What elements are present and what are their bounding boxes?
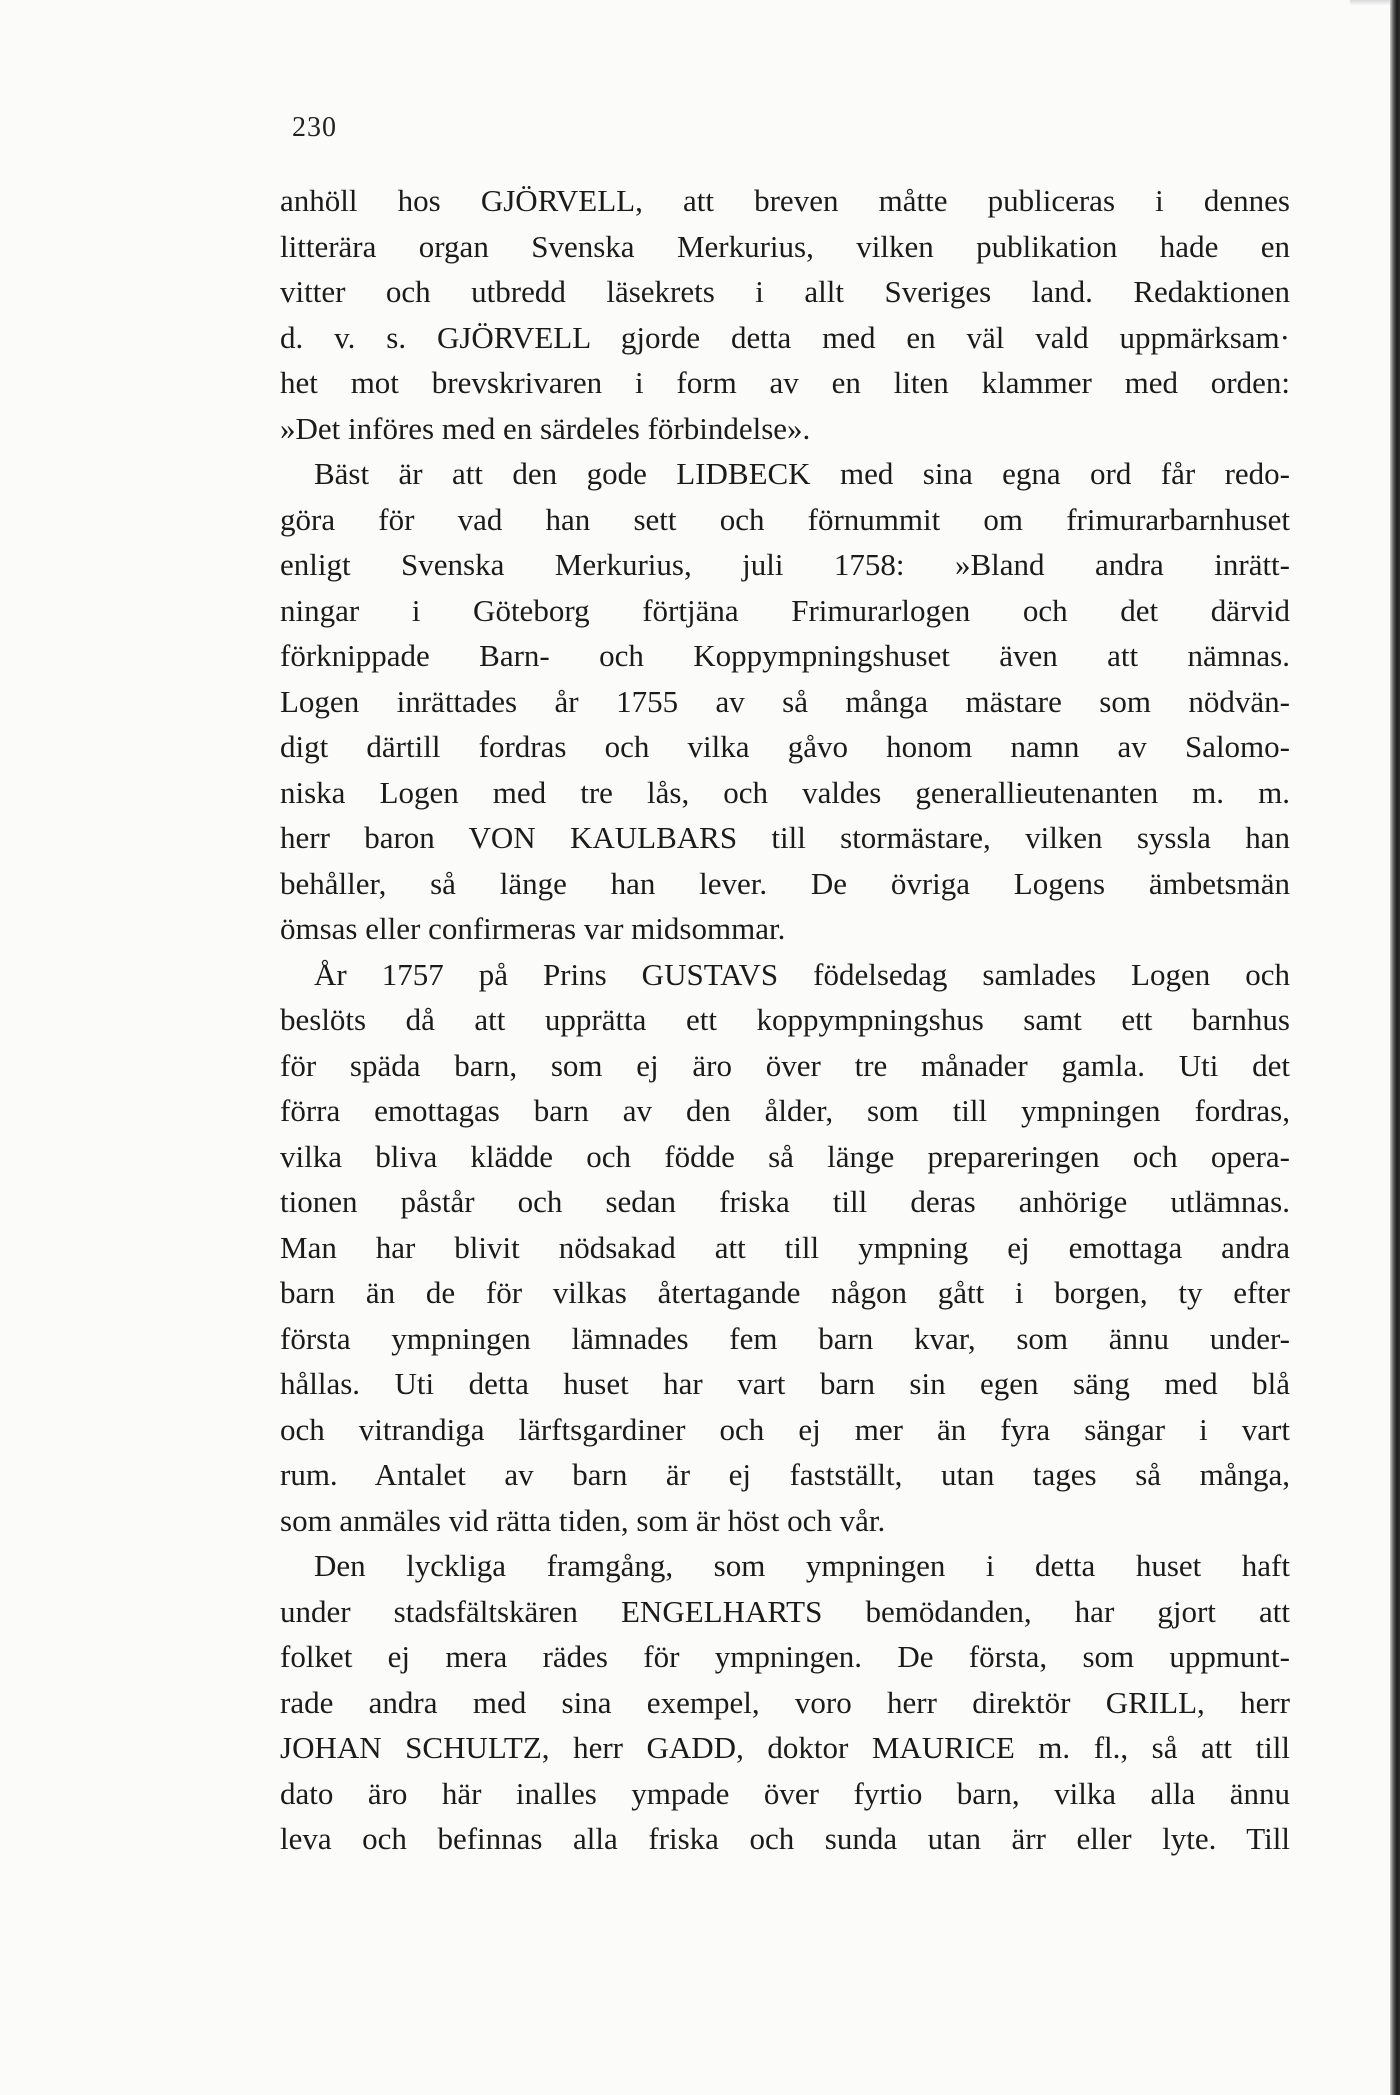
text-line: niska Logen med tre lås, och valdes generallieutenanten m. m. <box>280 774 1290 810</box>
text-line: förknippade Barn- och Koppympningshuset även att nämnas. <box>280 638 1290 673</box>
text-line: och vitrandiga lärftsgardiner och ej mer än fyra sängar i vart <box>280 1411 1290 1447</box>
text-line: dato äro här inalles ympade över fyrtio barn, vilka alla ännu <box>280 1775 1290 1811</box>
text-line: hållas. Uti detta huset har vart barn sin egen säng med blå <box>280 1366 1290 1401</box>
text-line: »Det införes med en särdeles förbindelse». <box>280 410 811 446</box>
text-line: ömsas eller confirmeras var midsommar. <box>280 911 786 946</box>
text-line: anhöll hos GJÖRVELL, att breven måtte publiceras i dennes <box>280 183 1290 218</box>
text-line: Den lyckliga framgång, som ympningen i detta huset haft <box>314 1548 1290 1583</box>
paragraph <box>280 178 1290 451</box>
text-line: vilka bliva klädde och födde så länge prepareringen och opera- <box>280 1138 1290 1174</box>
text-line: År 1757 på Prins GUSTAVS födelsedag samlades Logen och <box>314 956 1290 992</box>
text-line: d. v. s. GJÖRVELL gjorde detta med en väl vald uppmärksam· <box>280 319 1290 355</box>
text-line: folket ej mera rädes för ympningen. De första, som uppmunt- <box>280 1639 1290 1674</box>
text-line: rade andra med sina exempel, voro herr direktör GRILL, herr <box>280 1684 1290 1720</box>
text-line: litterära organ Svenska Merkurius, vilken publikation hade en <box>280 228 1290 264</box>
text-line: som anmäles vid rätta tiden, som är höst och vår. <box>280 1502 886 1538</box>
text-line: ningar i Göteborg förtjäna Frimurarlogen och det därvid <box>280 592 1290 628</box>
text-line: Man har blivit nödsakad att till ympning ej emottaga andra <box>280 1229 1290 1265</box>
text-line: Logen inrättades år 1755 av så många mästare som nödvän- <box>280 683 1290 719</box>
text-line: göra för vad han sett och förnummit om frimurarbarnhuset <box>280 501 1290 537</box>
text-line: het mot brevskrivaren i form av en liten klammer med orden: <box>280 365 1290 400</box>
paragraph <box>280 451 1290 952</box>
text-line: enligt Svenska Merkurius, juli 1758: »Bland andra inrätt- <box>280 547 1290 582</box>
text-line: leva och befinnas alla friska och sunda utan ärr eller lyte. Till <box>280 1821 1290 1856</box>
text-line: Bäst är att den gode LIDBECK med sina egna ord får redo- <box>314 456 1290 491</box>
paragraph <box>280 952 1290 1544</box>
text-line: första ympningen lämnades fem barn kvar, som ännu under- <box>280 1320 1290 1356</box>
text-line: JOHAN SCHULTZ, herr GADD, doktor MAURICE m. fl., så att till <box>280 1730 1290 1765</box>
page-number: 230 <box>292 112 337 143</box>
scan-edge-shadow <box>1390 0 1400 2095</box>
text-line: beslöts då att upprätta ett koppympningshus samt ett barnhus <box>280 1002 1290 1037</box>
text-line: tionen påstår och sedan friska till deras anhörige utlämnas. <box>280 1184 1290 1219</box>
text-line: barn än de för vilkas återtagande någon gått i borgen, ty efter <box>280 1275 1290 1310</box>
text-line: för späda barn, som ej äro över tre månader gamla. Uti det <box>280 1047 1290 1083</box>
text-line: behåller, så länge han lever. De övriga Logens ämbetsmän <box>280 865 1290 901</box>
text-line: rum. Antalet av barn är ej fastställt, utan tages så många, <box>280 1457 1290 1492</box>
paragraph <box>280 1543 1290 1862</box>
scan-edge-top <box>1350 0 1390 6</box>
text-line: digt därtill fordras och vilka gåvo honom namn av Salomo- <box>280 729 1290 764</box>
text-line: herr baron VON KAULBARS till stormästare, vilken syssla han <box>280 820 1290 855</box>
text-line: under stadsfältskären ENGELHARTS bemödanden, har gjort att <box>280 1593 1290 1629</box>
text-line: vitter och utbredd läsekrets i allt Sveriges land. Redaktionen <box>280 274 1290 309</box>
text-line: förra emottagas barn av den ålder, som till ympningen fordras, <box>280 1093 1290 1128</box>
body-text <box>280 178 1290 1862</box>
